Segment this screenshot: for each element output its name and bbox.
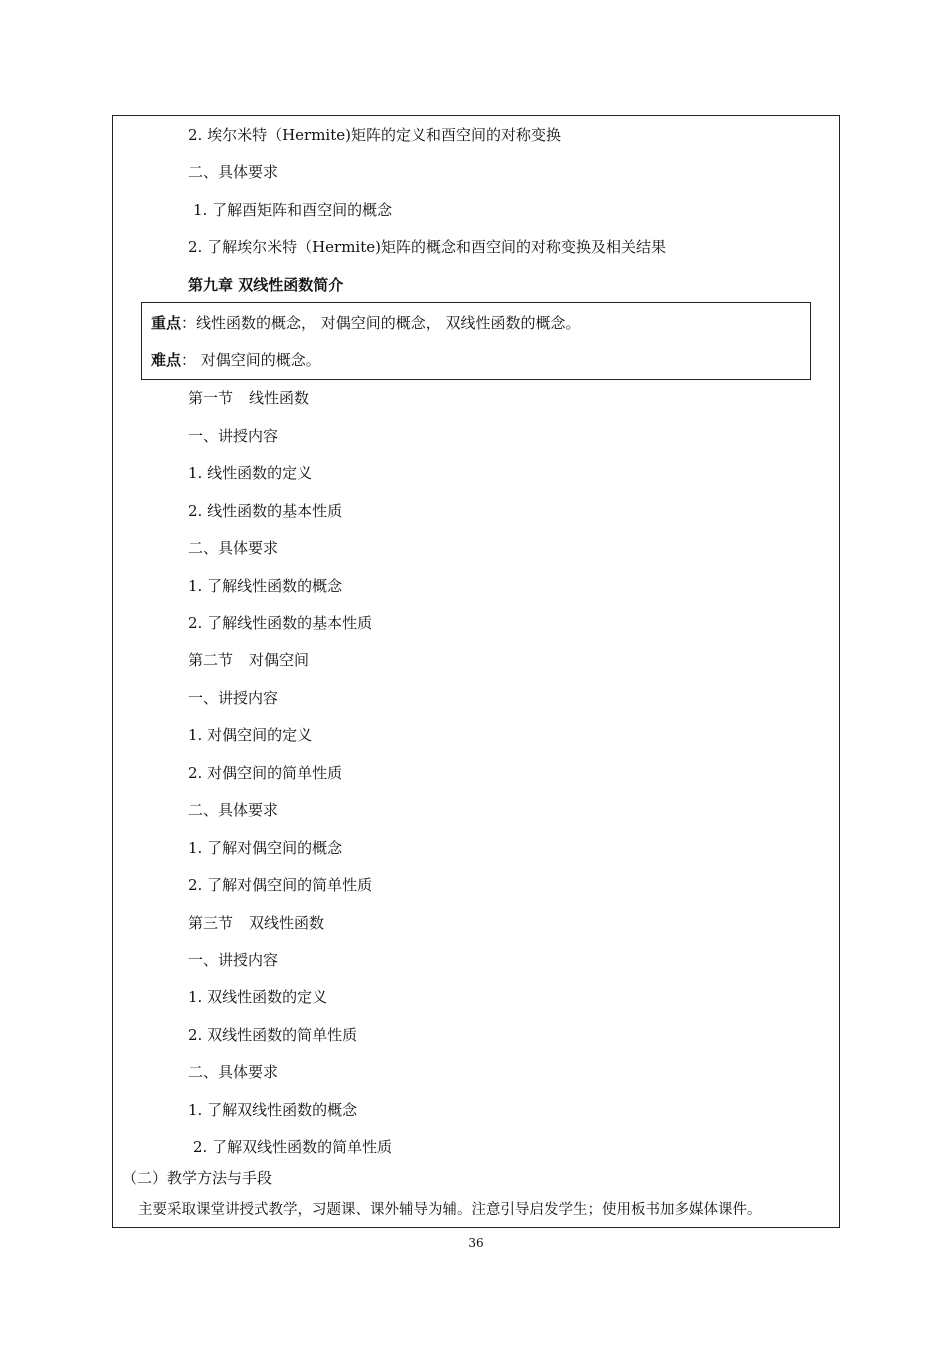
list-item: 2. 了解埃尔米特（Hermite)矩阵的概念和酉空间的对称变换及相关结果 [188, 238, 666, 256]
section-title [188, 388, 309, 408]
section-number: 第三节 [188, 914, 234, 932]
list-item: 二、具体要求 [188, 1063, 279, 1081]
list-item: 1. 了解对偶空间的概念 [188, 839, 343, 857]
list-item: 1. 了解线性函数的概念 [188, 577, 343, 595]
list-item: 1. 了解双线性函数的概念 [188, 1101, 358, 1119]
section-name: 线性函数 [249, 389, 310, 407]
list-item: 1. 对偶空间的定义 [188, 726, 313, 744]
methods-text: 主要采取课堂讲授式教学，习题课、课外辅导为辅。注意引导启发学生；使用板书加多媒体课件。 [138, 1202, 762, 1218]
list-item: 二、具体要求 [188, 539, 279, 557]
section-title [188, 913, 324, 933]
difficult-text: ： 对偶空间的概念。 [181, 351, 321, 369]
list-item: 二、具体要求 [188, 801, 279, 819]
section-number: 第二节 [188, 651, 234, 669]
list-item: 1. 了解酉矩阵和酉空间的概念 [193, 201, 393, 219]
difficult-label: 难点 [151, 351, 182, 369]
page-number: 36 [468, 1236, 484, 1250]
list-item: 2. 双线性函数的简单性质 [188, 1026, 358, 1044]
list-item: 2. 了解对偶空间的简单性质 [188, 876, 373, 894]
subheading: 二、具体要求 [188, 163, 279, 181]
section-name: 双线性函数 [249, 914, 325, 932]
list-item: 2. 了解双线性函数的简单性质 [193, 1138, 393, 1156]
list-item: 2. 对偶空间的简单性质 [188, 764, 343, 782]
section-name: 对偶空间 [249, 651, 310, 669]
methods-heading: （二）教学方法与手段 [122, 1169, 273, 1187]
key-text: ：线性函数的概念， 对偶空间的概念， 双线性函数的概念。 [181, 314, 581, 332]
list-item: 一、讲授内容 [188, 951, 279, 969]
chapter-title: 第九章 双线性函数简介 [188, 276, 344, 294]
difficult-point-line [151, 350, 321, 370]
section-number: 第一节 [188, 389, 234, 407]
list-item: 1. 双线性函数的定义 [188, 988, 328, 1006]
list-item: 2. 埃尔米特（Hermite)矩阵的定义和酉空间的对称变换 [188, 126, 561, 144]
key-point-line [151, 313, 581, 333]
list-item: 1. 线性函数的定义 [188, 464, 313, 482]
key-label: 重点 [151, 314, 182, 332]
list-item: 2. 线性函数的基本性质 [188, 502, 343, 520]
list-item: 一、讲授内容 [188, 689, 279, 707]
list-item: 一、讲授内容 [188, 427, 279, 445]
section-title [188, 650, 309, 670]
list-item: 2. 了解线性函数的基本性质 [188, 614, 373, 632]
